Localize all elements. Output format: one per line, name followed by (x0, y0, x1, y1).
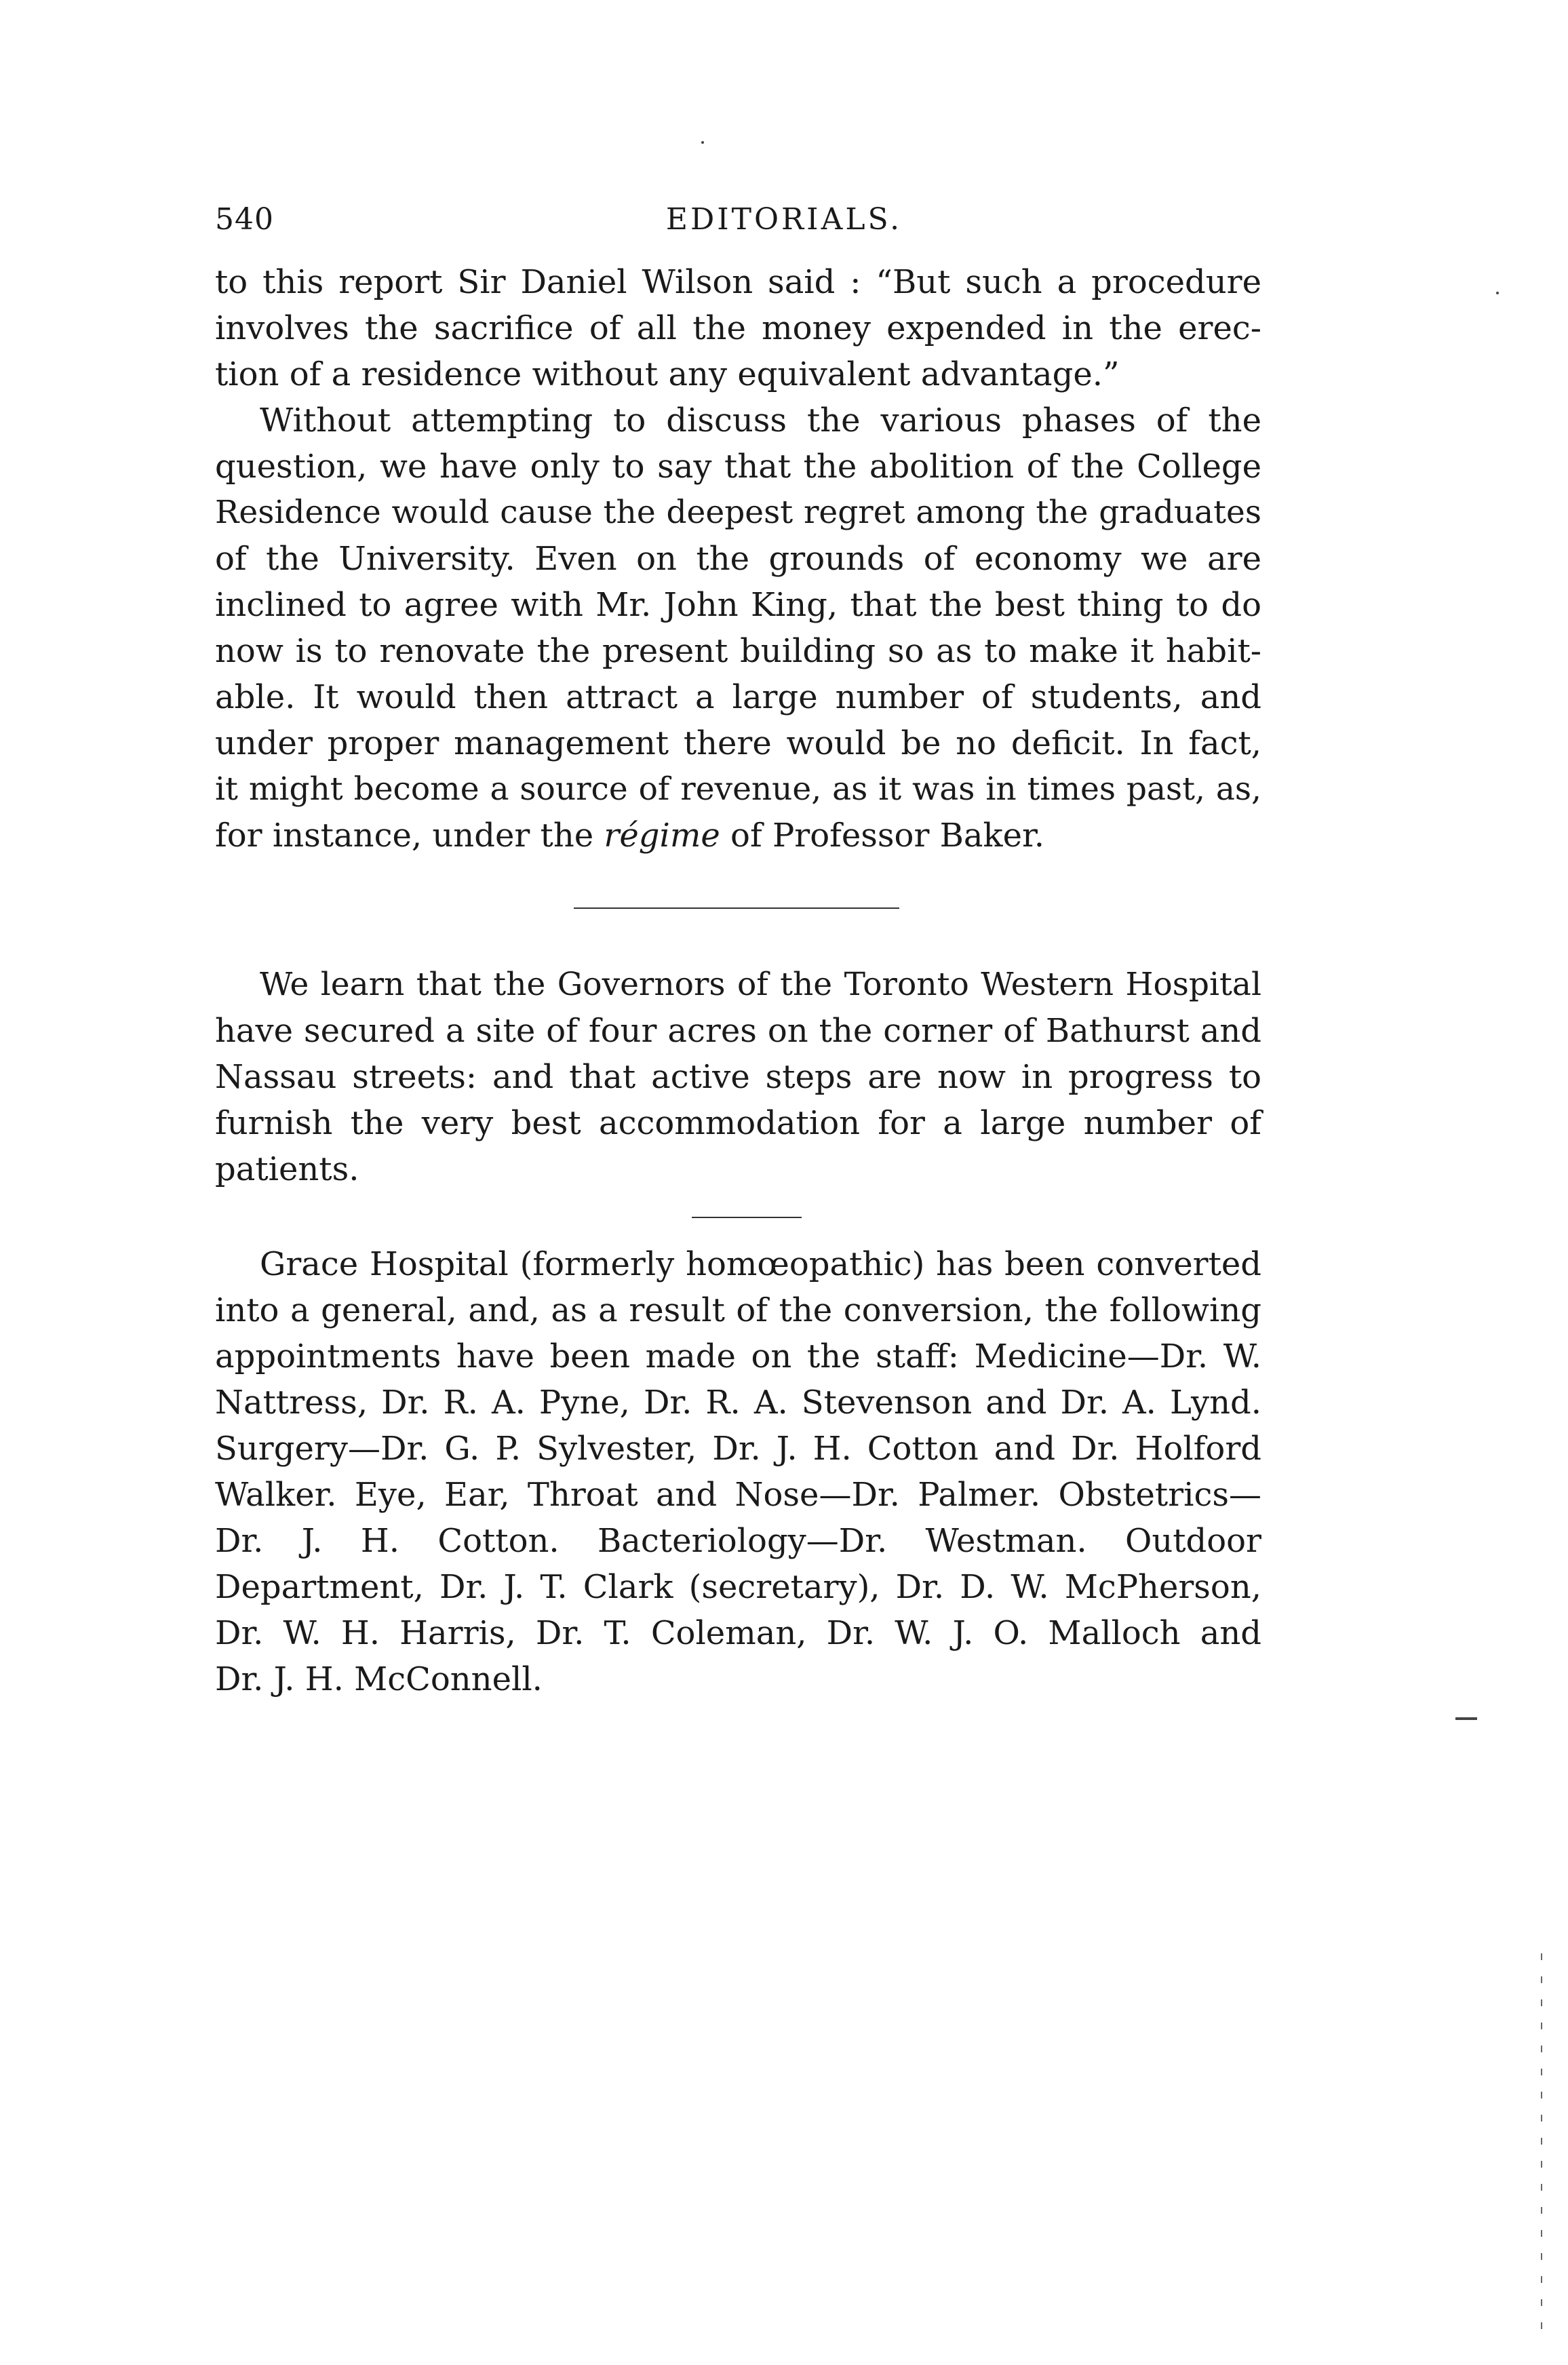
text-line: Grace Hospital (formerly homœopathic) has been converted (260, 1245, 1261, 1283)
editorial-western-hospital (215, 962, 1261, 1192)
scan-speck (701, 141, 704, 144)
text-line: Residence would cause the deepest regret among the graduates (215, 494, 1261, 531)
editorial-grace-hospital (215, 1241, 1261, 1702)
text-line: involves the sacrifice of all the money expended in the erec- (215, 309, 1261, 347)
scan-mark (1455, 1717, 1477, 1720)
section-divider (692, 1217, 802, 1218)
text-line: furnish the very best accommodation for a large number of (215, 1104, 1261, 1142)
text-line: patients. (215, 1150, 359, 1188)
text-line: Walker. Eye, Ear, Throat and Nose—Dr. Palmer. Obstetrics— (215, 1476, 1261, 1514)
running-head: EDITORIALS. (665, 202, 903, 237)
page-number: 540 (215, 202, 274, 237)
text-line: Surgery—Dr. G. P. Sylvester, Dr. J. H. Cotton and Dr. Holford (215, 1430, 1261, 1468)
scan-speck (1496, 292, 1499, 294)
text-line: appointments have been made on the staff: Medicine—Dr. W. (215, 1337, 1261, 1375)
text-line: now is to renovate the present building so as to make it habit- (215, 632, 1261, 670)
text-line: to this report Sir Daniel Wilson said : “But such a procedure (215, 263, 1261, 301)
text-line: Dr. J. H. McConnell. (215, 1660, 543, 1698)
text-line: into a general, and, as a result of the conversion, the following (215, 1291, 1261, 1329)
text-line: Nassau streets: and that active steps are now in progress to (215, 1058, 1261, 1096)
text-line: Dr. W. H. Harris, Dr. T. Coleman, Dr. W. J. O. Malloch and (215, 1614, 1261, 1652)
text-line: inclined to agree with Mr. John King, that the best thing to do (215, 586, 1261, 624)
section-divider (574, 907, 899, 909)
text-line: for instance, under the régime of Professor Baker. (215, 817, 1044, 855)
text-line: tion of a residence without any equivalent advantage.” (215, 355, 1120, 393)
text-line: under proper management there would be no deficit. In fact, (215, 724, 1261, 762)
editorial-college-residence (215, 259, 1261, 859)
text-line: We learn that the Governors of the Toronto Western Hospital (260, 966, 1261, 1003)
text-line: Without attempting to discuss the various phases of the (260, 402, 1261, 439)
text-line: of the University. Even on the grounds of economy we are (215, 540, 1261, 578)
text-line: Department, Dr. J. T. Clark (secretary), Dr. D. W. McPherson, (215, 1568, 1261, 1606)
text-line: it might become a source of revenue, as it was in times past, as, (215, 770, 1261, 808)
text-line: Nattress, Dr. R. A. Pyne, Dr. R. A. Stevenson and Dr. A. Lynd. (215, 1384, 1261, 1422)
text-line: question, we have only to say that the abolition of the College (215, 448, 1261, 486)
scan-edge-dots (1541, 1953, 1542, 2333)
text-line: able. It would then attract a large number of students, and (215, 678, 1261, 716)
text-line: Dr. J. H. Cotton. Bacteriology—Dr. Westman. Outdoor (215, 1522, 1261, 1560)
text-line: have secured a site of four acres on the corner of Bathurst and (215, 1012, 1261, 1050)
italic-regime: régime (604, 817, 720, 855)
